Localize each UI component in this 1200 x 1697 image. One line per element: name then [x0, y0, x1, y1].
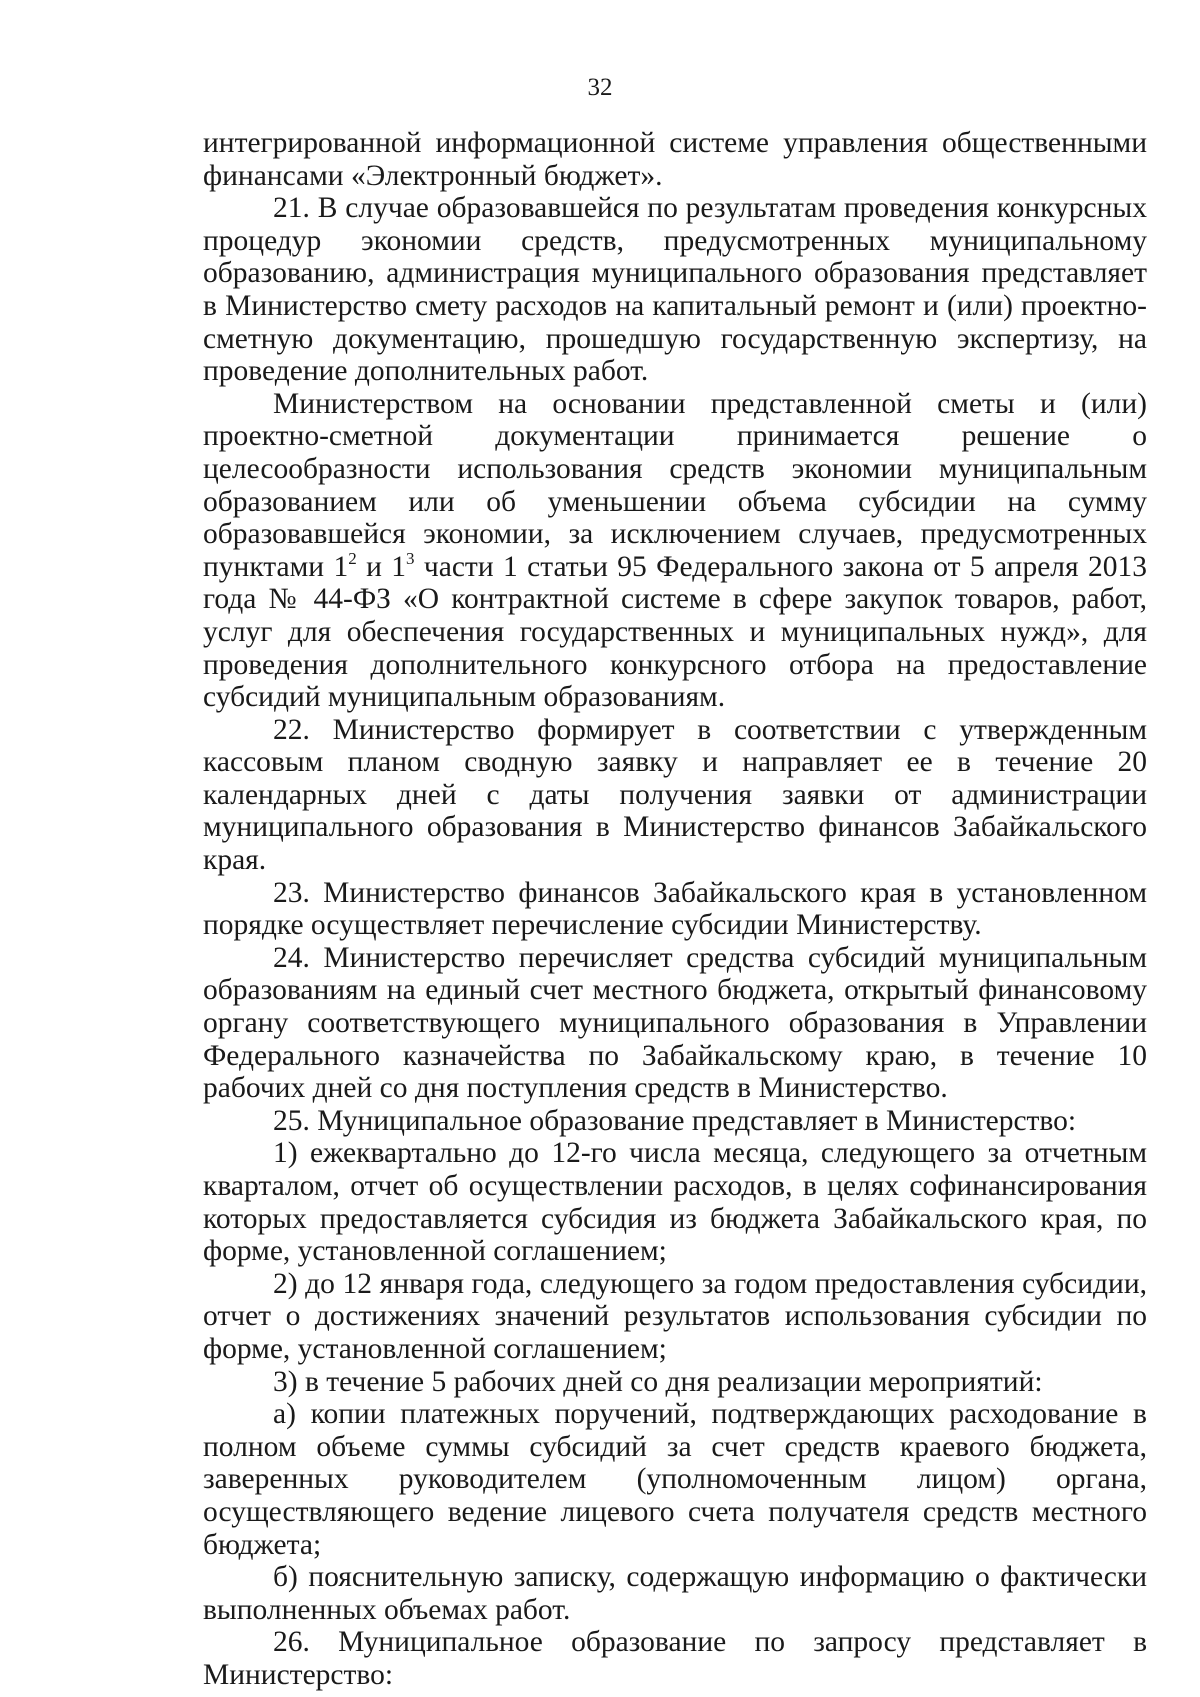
- paragraph-item-21-continued: [203, 388, 1147, 714]
- list-item-3: 3) в течение 5 рабочих дней со дня реализации мероприятий:: [273, 1365, 1043, 1398]
- paragraph-item-26: 26. Муниципальное образование по запросу представляет в Министерство:: [203, 1626, 1147, 1691]
- list-item-2: 2) до 12 января года, следующего за годом предоставления субсидии, отчет о достижениях значений результатов использования субсидии по форме, установленной соглашением;: [203, 1267, 1147, 1365]
- list-item-1: 1) ежеквартально до 12-го числа месяца, следующего за отчетным кварталом, отчет об осуществлении расходов, в целях софинансирования которых предоставляется субсидия из бюджета Забайкальского края, по форме, установленной соглашением;: [203, 1137, 1147, 1268]
- paragraph-text-segment: части 1 статьи 95 Федерального закона от 5 апреля 2013 года № 44-ФЗ «О контрактной системе в сфере закупок товаров, работ, услуг для обеспечения государственных и муниципальных нужд», для проведения дополнительного конкурсного отбора на предоставление субсидий муниципальным образованиям.: [203, 550, 1147, 714]
- paragraph-item-24: 24. Министерство перечисляет средства субсидий муниципальным образованиям на единый счет местного бюджета, открытый финансовому органу соответствующего муниципального образования в Управлении Федерального казначейства по Забайкальскому краю, в течение 10 рабочих дней со дня поступления средств в Министерство.: [203, 941, 1147, 1105]
- superscript-2: 2: [348, 548, 357, 568]
- paragraph-item-25: 25. Муниципальное образование представляет в Министерство:: [273, 1104, 1077, 1137]
- page-number: 32: [587, 74, 613, 101]
- list-item-3b: б) пояснительную записку, содержащую информацию о фактически выполненных объемах работ.: [203, 1561, 1147, 1626]
- paragraph-continuation: интегрированной информационной системе управления общественными финансами «Электронный бюджет».: [203, 127, 1147, 192]
- paragraph-item-23: 23. Министерство финансов Забайкальского края в установленном порядке осуществляет перечисление субсидии Министерству.: [203, 876, 1147, 942]
- paragraph-item-22: 22. Министерство формирует в соответствии с утвержденным кассовым планом сводную заявку и направляет ее в течение 20 календарных дней с даты получения заявки от администрации муниципального образования в Министерство финансов Забайкальского края.: [203, 713, 1147, 877]
- document-body: [203, 127, 1147, 1692]
- list-item-3a: а) копии платежных поручений, подтверждающих расходование в полном объеме суммы субсидий за счет средств краевого бюджета, заверенных руководителем (уполномоченным лицом) органа, осуществляющего ведение лицевого счета получателя средств местного бюджета;: [203, 1398, 1147, 1561]
- superscript-3: 3: [406, 548, 415, 568]
- paragraph-text-segment: Министерством на основании представленной сметы и (или) проектно-сметной документации принимается решение о целесообразности использования средств экономии муниципальным образованием или об уменьшении объема субсидии на сумму образовавшейся экономии, за исключением случаев, предусмотренных пунктами 1: [203, 387, 1147, 583]
- paragraph-item-21: 21. В случае образовавшейся по результатам проведения конкурсных процедур экономии средств, предусмотренных муниципальному образованию, администрация муниципального образования представляет в Министерство смету расходов на капитальный ремонт и (или) проектно-сметную документацию, прошедшую государственную экспертизу, на проведение дополнительных работ.: [203, 192, 1147, 388]
- paragraph-text-segment: и 1: [356, 550, 407, 583]
